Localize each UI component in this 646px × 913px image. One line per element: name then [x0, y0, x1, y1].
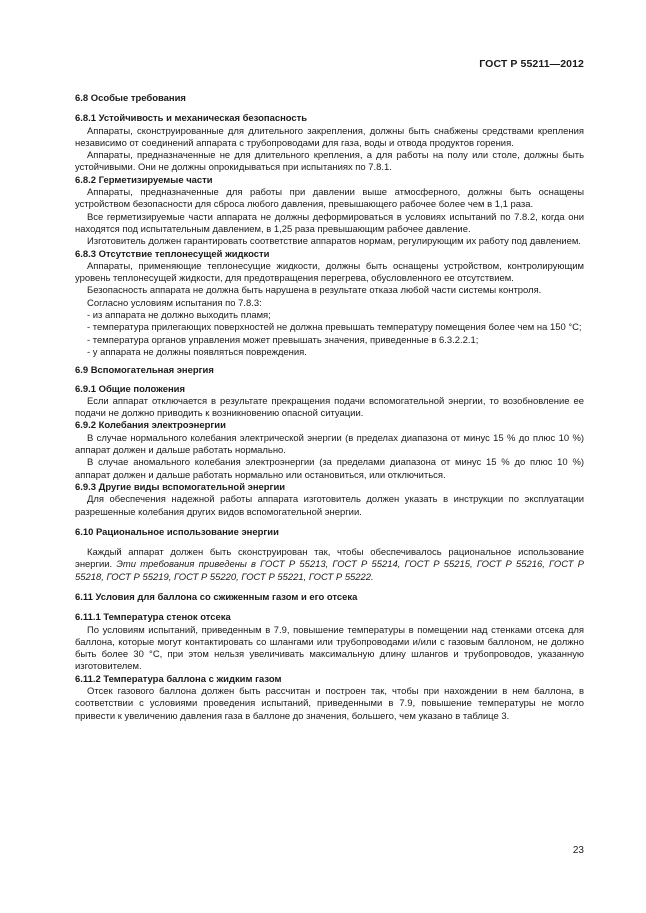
- section-6-8-heading: 6.8 Особые требования: [75, 93, 186, 104]
- paragraph: Аппараты, предназначенные для работы при давлении выше атмосферного, должны быть оснащены устройством безопасности для сброса любого давления, превышающего рабочее более чем в 1,1 раза.: [75, 187, 584, 211]
- section-6-11-1-heading: 6.11.1 Температура стенок отсека: [75, 612, 231, 624]
- paragraph: Изготовитель должен гарантировать соответствие аппаратов нормам, регулирующим их работу под давлением.: [87, 236, 581, 248]
- page-number: 23: [572, 845, 584, 856]
- paragraph: Согласно условиям испытания по 7.8.3:: [87, 297, 262, 309]
- list-item: - температура органов управления может превышать значения, приведенные в 6.3.2.2.1;: [87, 334, 479, 346]
- paragraph: Отсек газового баллона должен быть рассчитан и построен так, чтобы при нахождении в нем баллона, в соответствии с условиями проведения испытаний, приведенными в 7.9, повышение температуры не могло привести к увеличению давления газа в баллоне до значения, большего, чем указано в таблице 3.: [75, 686, 584, 722]
- section-6-9-1-heading: 6.9.1 Общие положения: [75, 383, 185, 395]
- section-6-10-heading: 6.10 Рациональное использование энергии: [75, 526, 279, 538]
- list-item: - из аппарата не должно выходить пламя;: [87, 310, 271, 322]
- section-6-11-2-heading: 6.11.2 Температура баллона с жидким газом: [75, 673, 282, 685]
- paragraph: Если аппарат отключается в результате прекращения подачи вспомогательной энергии, то возобновление ее подачи не должно приводить к возникновению опасной ситуации.: [75, 395, 584, 420]
- paragraph: Все герметизируемые части аппарата не должны деформироваться в условиях испытаний по 7.8.2, когда они находятся под испытательным давлением, в 1,25 раза превышающим рабочее давление.: [75, 211, 584, 235]
- paragraph: Каждый аппарат должен быть сконструирован так, чтобы обеспечивалось рациональное использование энергии. Эти требования приведены в ГОСТ Р 55213, ГОСТ Р 55214, ГОСТ Р 55215, ГОСТ Р 55216, ГОСТ Р 55218, ГОСТ Р 55219, ГОСТ Р 55220, ГОСТ Р 55221, ГОСТ Р 55222.: [75, 547, 584, 583]
- paragraph: Для обеспечения надежной работы аппарата изготовитель должен указать в инструкции по эксплуатации разрешенные колебания других видов вспомогательной энергии.: [75, 494, 584, 518]
- section-6-8-2-heading: 6.8.2 Герметизируемые части: [75, 174, 213, 186]
- list-item: - у аппарата не должны появляться повреждения.: [87, 346, 307, 358]
- section-6-11-heading: 6.11 Условия для баллона со сжиженным газом и его отсека: [75, 591, 358, 603]
- section-6-9-2-heading: 6.9.2 Колебания электроэнергии: [75, 420, 226, 432]
- paragraph: Аппараты, предназначенные не для длительного крепления, а для работы на полу или столе, должны быть устойчивыми. Они не должны опрокидываться при испытаниях по 7.8.1.: [75, 150, 584, 174]
- section-6-8-3-heading: 6.8.3 Отсутствие теплонесущей жидкости: [75, 248, 270, 260]
- list-item: - температура прилегающих поверхностей не должна превышать температуру помещения более чем на 150 °С;: [87, 322, 582, 334]
- paragraph: Аппараты, сконструированные для длительного закрепления, должны быть снабжены средствами крепления независимо от соединений аппарата с трубопроводами для газа, воды и отвода продуктов горения.: [75, 125, 584, 149]
- document-body: [75, 89, 584, 723]
- section-6-9-heading: 6.9 Вспомогательная энергия: [75, 365, 214, 377]
- paragraph: В случае аномального колебания электроэнергии (за пределами диапазона от минус 15 % до плюс 10 %) аппарат должен и дальше работать нормально или остановиться, или отключиться.: [75, 457, 584, 481]
- paragraph: По условиям испытаний, приведенным в 7.9, повышение температуры в помещении над стенками отсека для баллона, которые могут контактировать со шлангами или трубопроводами и/или с газовым баллоном, не должно быть более 30 °С, при этом нельзя увеличивать максимальную длину шлангов и трубопроводов, указанную изготовителем.: [75, 624, 584, 673]
- section-6-8-1-heading: 6.8.1 Устойчивость и механическая безопасность: [75, 113, 308, 125]
- paragraph: В случае нормального колебания электрической энергии (в пределах диапазона от минус 15 % до плюс 10 %) аппарат должен и дальше работать нормально.: [75, 432, 584, 457]
- paragraph: Безопасность аппарата не должна быть нарушена в результате отказа любой части системы контроля.: [87, 285, 542, 297]
- document-code-header: ГОСТ Р 55211—2012: [479, 58, 584, 70]
- paragraph: Аппараты, применяющие теплонесущие жидкости, должны быть оснащены устройством, контролирующим уровень теплонесущей жидкости, для предотвращения перегрева, обусловленного ее отсутствием.: [75, 260, 584, 285]
- section-6-9-3-heading: 6.9.3 Другие виды вспомогательной энергии: [75, 481, 286, 493]
